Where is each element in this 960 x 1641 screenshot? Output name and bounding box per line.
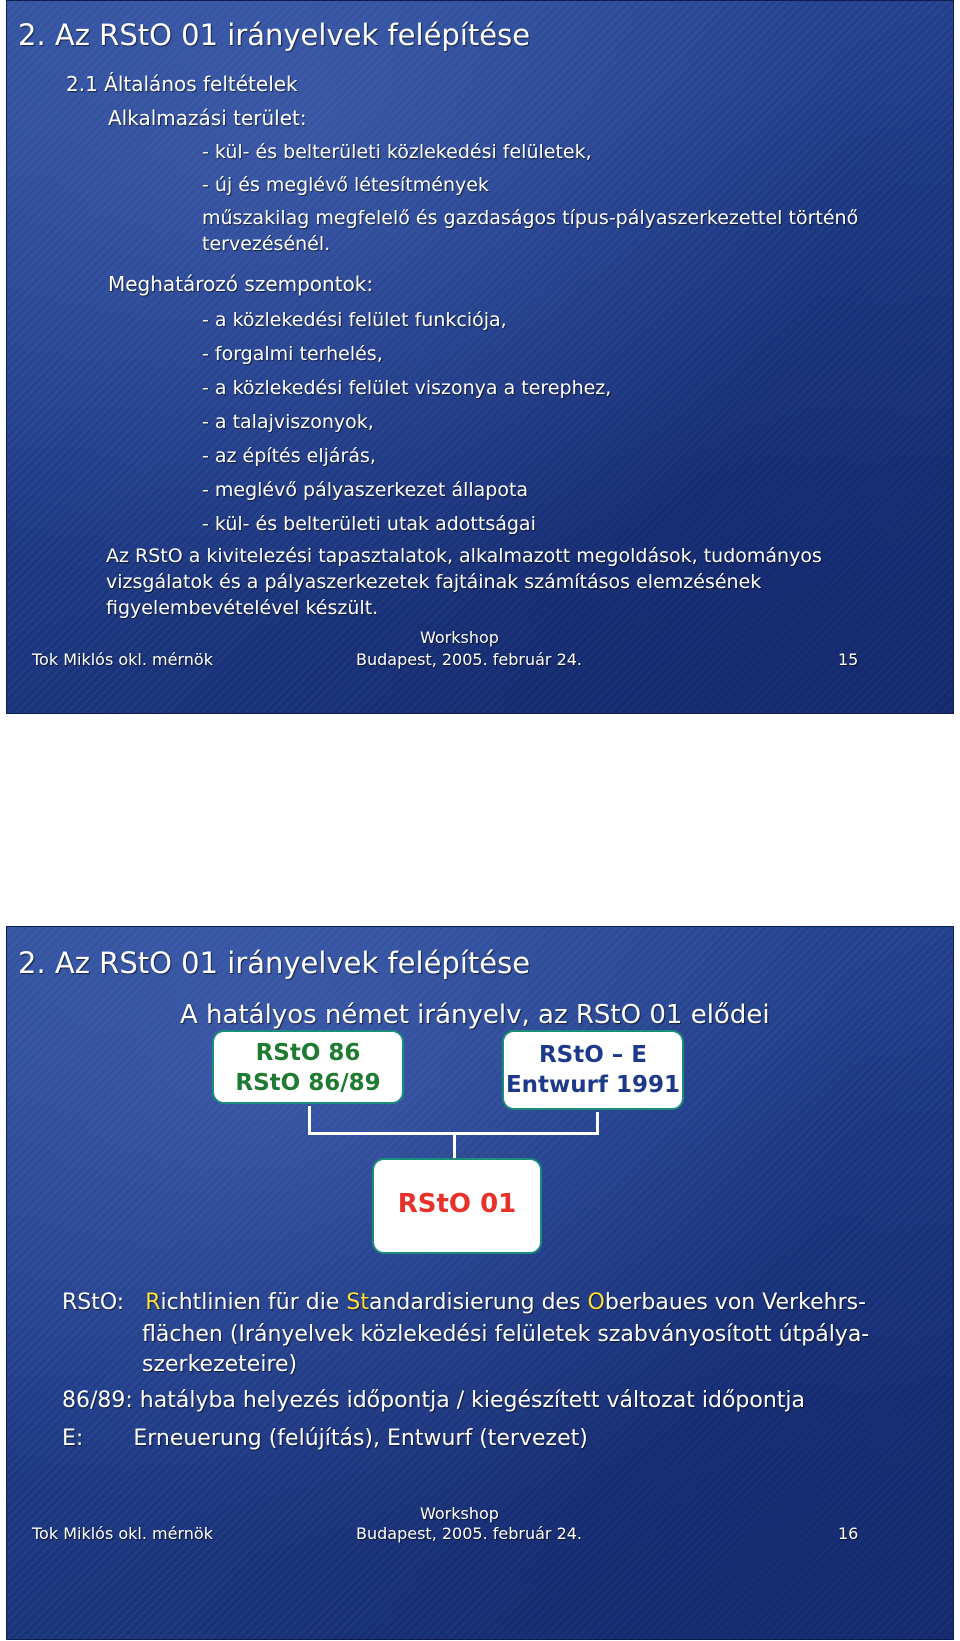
current-box-rsto-01: [372, 1158, 542, 1254]
definition-label: E:: [62, 1426, 84, 1451]
criteria-item: - a közlekedési felület viszonya a terephez,: [202, 377, 612, 399]
summary-line: figyelembevételével készült.: [106, 597, 379, 619]
connector-line: [453, 1132, 456, 1159]
highlight-letter: R: [145, 1290, 161, 1315]
criteria-item: - a talajviszonyok,: [202, 411, 374, 433]
footer-event: Workshop: [420, 628, 499, 647]
criteria-label: Meghatározó szempontok:: [108, 272, 374, 296]
definition-text: flächen (Irányelvek közlekedési felületek szabványosított útpálya-: [142, 1322, 870, 1347]
box-label: RStO 86/89: [235, 1070, 381, 1096]
footer-page-number: 15: [838, 650, 859, 669]
scope-item: tervezésénél.: [202, 233, 331, 255]
definition-text: szerkezeteire): [142, 1352, 298, 1377]
highlight-letter: St: [346, 1290, 369, 1315]
summary-line: vizsgálatok és a pályaszerkezetek fajtáinak számításos elemzésének: [106, 571, 762, 593]
definition-text: berbaues von Verkehrs-: [604, 1290, 867, 1315]
scope-item: műszakilag megfelelő és gazdaságos típus-pályaszerkezettel történő: [202, 207, 859, 229]
box-label: RStO – E: [538, 1042, 648, 1068]
connector-line: [308, 1106, 311, 1134]
scope-item: - kül- és belterületi közlekedési felületek,: [202, 141, 592, 163]
diagram-heading: A hatályos német irányelv, az RStO 01 elődei: [180, 1000, 770, 1030]
scope-item: - új és meglévő létesítmények: [202, 174, 489, 196]
definition-line-rsto: [62, 1290, 866, 1315]
summary-line: Az RStO a kivitelezési tapasztalatok, alkalmazott megoldások, tudományos: [106, 545, 822, 567]
definition-text: andardisierung des: [368, 1290, 588, 1315]
slide-title: 2. Az RStO 01 irányelvek felépítése: [18, 946, 531, 980]
criteria-item: - meglévő pályaszerkezet állapota: [202, 479, 529, 501]
criteria-item: - a közlekedési felület funkciója,: [202, 309, 507, 331]
section-subtitle: 2.1 Általános feltételek: [66, 72, 298, 96]
scope-label: Alkalmazási terület:: [108, 106, 307, 130]
box-label: RStO 86: [255, 1040, 361, 1066]
footer-author: Tok Miklós okl. mérnök: [32, 1524, 213, 1543]
criteria-item: - kül- és belterületi utak adottságai: [202, 513, 536, 535]
definition-line-e: [62, 1426, 588, 1451]
slide-16: [6, 926, 954, 1640]
footer-event: Workshop: [420, 1504, 499, 1523]
predecessor-box-rsto-e: [502, 1030, 684, 1110]
slide-15: [6, 0, 954, 714]
slide-title: 2. Az RStO 01 irányelvek felépítése: [18, 18, 531, 52]
definition-label: RStO:: [62, 1290, 125, 1315]
footer-page-number: 16: [838, 1524, 859, 1543]
footer-place-date: Budapest, 2005. február 24.: [356, 1524, 583, 1543]
criteria-item: - forgalmi terhelés,: [202, 343, 383, 365]
footer-author: Tok Miklós okl. mérnök: [32, 650, 213, 669]
box-label: Entwurf 1991: [505, 1072, 681, 1098]
footer-place-date: Budapest, 2005. február 24.: [356, 650, 583, 669]
box-label: RStO 01: [397, 1189, 517, 1219]
definition-line-86-89: 86/89: hatályba helyezés időpontja / kiegészített változat időpontja: [62, 1388, 806, 1413]
definition-text: ichtlinien für die: [160, 1290, 347, 1315]
highlight-letter: O: [587, 1290, 605, 1315]
definition-text: Erneuerung (felújítás), Entwurf (tervezet): [133, 1426, 588, 1451]
criteria-item: - az építés eljárás,: [202, 445, 376, 467]
predecessor-box-rsto-86: [212, 1030, 404, 1104]
connector-line: [596, 1112, 599, 1134]
